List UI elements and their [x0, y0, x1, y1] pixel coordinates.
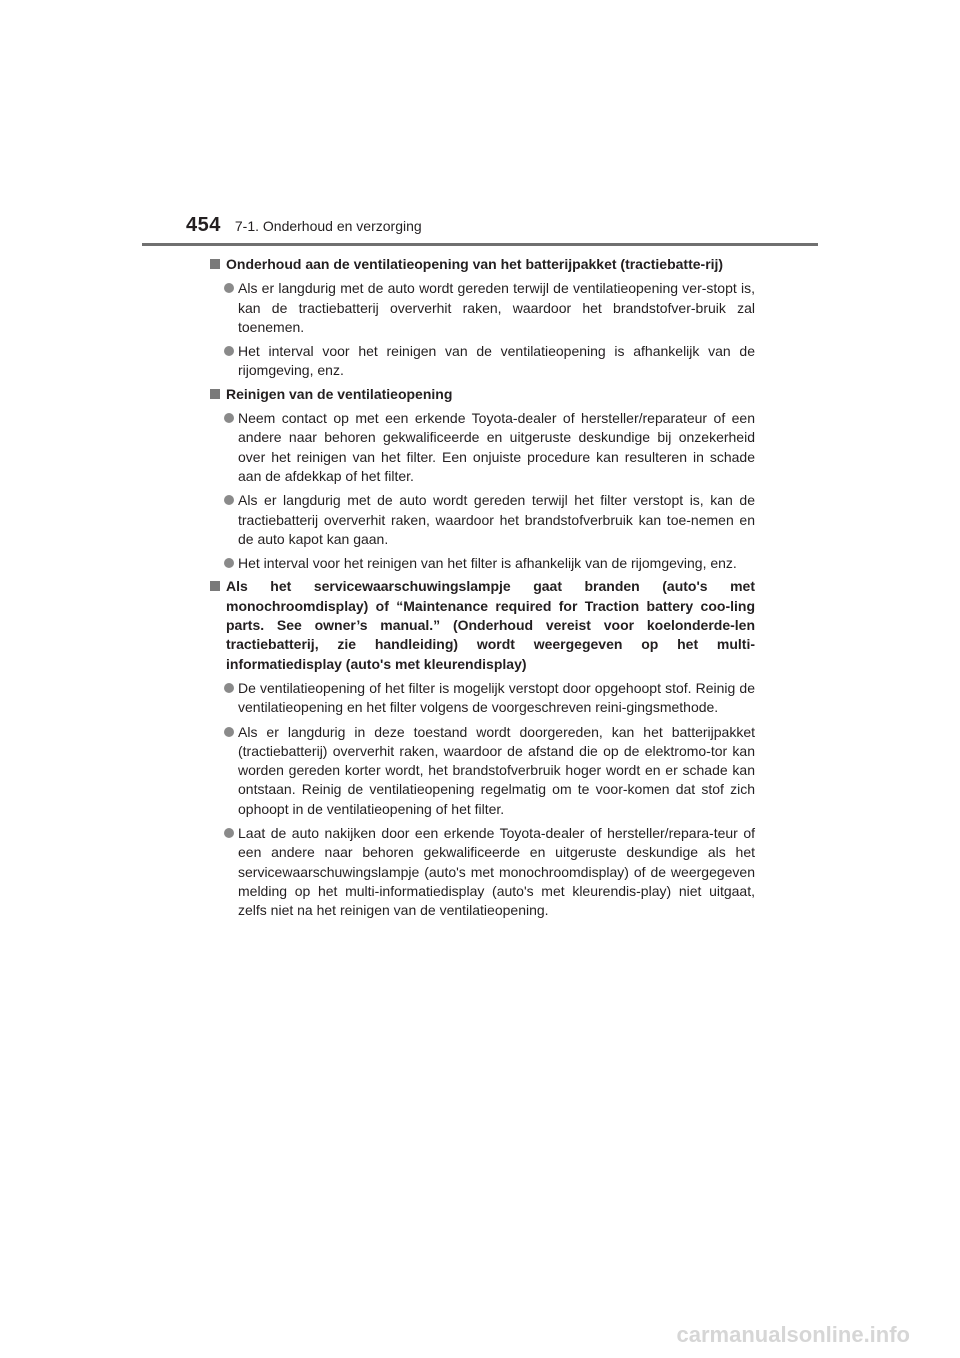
list-item [210, 342, 755, 381]
list-item [210, 409, 755, 486]
list-item-text: Het interval voor het reinigen van de ventilatieopening is afhankelijk van de rijomgeving, enz. [238, 343, 755, 379]
circle-bullet-icon [224, 727, 234, 737]
circle-bullet-icon [224, 683, 234, 693]
list-item-text: Als er langdurig met de auto wordt gereden terwijl de ventilatieopening ver-stopt is, kan de tractiebatterij oververhit raken, waardoor het brandstofver-bruik zal toenemen. [238, 280, 755, 335]
square-bullet-icon [210, 581, 220, 591]
circle-bullet-icon [224, 558, 234, 568]
list-item [210, 824, 755, 920]
list-item-text: Laat de auto nakijken door een erkende Toyota-dealer of hersteller/repara-teur of een andere naar behoren gekwalificeerde en uitgeruste deskundige als het servicewaarschuwingslampje (auto's met monochroomdisplay) of de weergegeven melding op het multi-informatiedisplay (auto's met kleurendis-play) niet uitgaat, zelfs niet na het reinigen van de ventilatieopening. [238, 825, 755, 919]
list-item [210, 723, 755, 819]
page-header [186, 214, 422, 237]
circle-bullet-icon [224, 495, 234, 505]
circle-bullet-icon [224, 346, 234, 356]
circle-bullet-icon [224, 828, 234, 838]
heading-text: Reinigen van de ventilatieopening [226, 385, 453, 402]
square-bullet-icon [210, 259, 220, 269]
heading-text: Als het servicewaarschuwingslampje gaat branden (auto's met monochroomdisplay) of “Maintenance required for Traction battery coo-ling parts. See owner’s manual.” (Onderhoud vereist voor koelonderde-len tractiebatterij, zie handleiding) wordt weergegeven op het multi-informatiedisplay (auto's met kleurendisplay) [226, 578, 755, 672]
section-title: 7-1. Onderhoud en verzorging [234, 218, 422, 234]
page-content [210, 251, 755, 921]
header-divider [142, 243, 818, 246]
watermark: carmanualsonline.info [676, 1322, 910, 1347]
list-item-text: Als er langdurig in deze toestand wordt doorgereden, kan het batterijpakket (tractiebatterij) oververhit raken, waardoor de afstand die op de elektromo-tor kan worden gereden korter wordt, het brandstofverbruik hoger wordt en er schade kan ontstaan. Reinig de ventilatieopening regelmatig om te voor-komen dat stof zich ophoopt in de ventilatieopening of het filter. [238, 723, 755, 817]
list-item [210, 554, 755, 573]
heading-text: Onderhoud aan de ventilatieopening van het batterijpakket (tractiebatte-rij) [226, 256, 724, 272]
page-number: 454 [186, 214, 221, 236]
circle-bullet-icon [224, 283, 234, 293]
list-item-text: De ventilatieopening of het filter is mogelijk verstopt door opgehoopt stof. Reinig de ventilatieopening en het filter volgens de voorgeschreven reini-gingsmethode. [238, 679, 755, 716]
list-item-text: Neem contact op met een erkende Toyota-dealer of hersteller/reparateur of een andere naar behoren gekwalificeerde en uitgeruste deskundige bij onzekerheid over het reinigen van het filter. Een onjuiste procedure kan resulteren in schade aan de afdekkap of het filter. [238, 410, 755, 484]
list-item-text: Het interval voor het reinigen van het filter is afhankelijk van de rijomgeving, enz. [238, 555, 737, 572]
section-heading [210, 385, 755, 404]
section-heading [210, 577, 755, 673]
list-item [210, 679, 755, 718]
circle-bullet-icon [224, 413, 234, 423]
list-item [210, 491, 755, 549]
section-heading [210, 255, 755, 274]
list-item-text: Als er langdurig met de auto wordt gereden terwijl het filter verstopt is, kan de tractiebatterij oververhit raken, waardoor het brandstofverbruik kan toe-nemen en de auto kapot kan gaan. [238, 492, 755, 547]
square-bullet-icon [210, 389, 220, 399]
list-item [210, 279, 755, 337]
